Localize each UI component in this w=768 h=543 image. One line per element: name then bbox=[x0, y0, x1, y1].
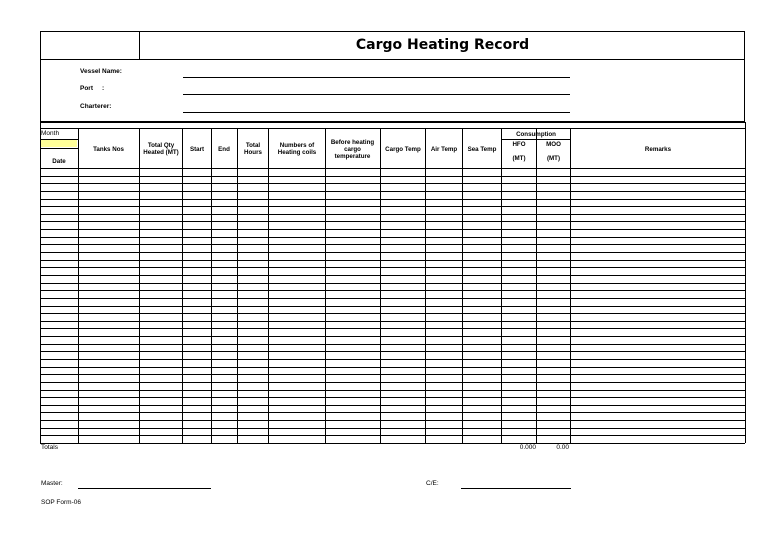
table-row bbox=[40, 359, 745, 360]
table-row bbox=[40, 397, 745, 398]
table-row bbox=[40, 351, 745, 352]
col-header-before: Before heating cargo temperature bbox=[330, 138, 375, 160]
table-row bbox=[40, 405, 745, 406]
table-row bbox=[40, 290, 745, 291]
table-row bbox=[40, 321, 745, 322]
col-header-end: End bbox=[218, 145, 230, 153]
vessel-name-label: Vessel Name: bbox=[80, 68, 122, 75]
column-line bbox=[380, 128, 381, 443]
column-line bbox=[78, 128, 79, 443]
column-line bbox=[139, 128, 140, 443]
col-header-remarks: Remarks bbox=[644, 145, 672, 153]
table-row bbox=[40, 252, 745, 253]
column-line bbox=[325, 128, 326, 443]
page-title: Cargo Heating Record bbox=[355, 37, 530, 53]
table-row bbox=[40, 191, 745, 192]
table-row bbox=[40, 428, 745, 429]
table-row bbox=[40, 412, 745, 413]
col-header-hfo-unit: (MT) bbox=[512, 154, 526, 162]
table-row bbox=[40, 313, 745, 314]
charterer-label: Charterer: bbox=[80, 103, 112, 110]
consumption-header: Consumption bbox=[516, 130, 556, 138]
col-header-cargo-temp: Cargo Temp bbox=[385, 145, 421, 153]
table-row bbox=[40, 420, 745, 421]
table-header-top bbox=[40, 128, 745, 129]
table-row bbox=[40, 390, 745, 391]
table-top-border bbox=[40, 122, 745, 123]
column-line bbox=[268, 128, 269, 443]
column-line bbox=[462, 128, 463, 443]
table-row bbox=[40, 367, 745, 368]
table-row bbox=[40, 275, 745, 276]
column-line bbox=[182, 128, 183, 443]
total-hfo-value: 0.000 bbox=[519, 444, 536, 451]
table-right-border bbox=[745, 122, 746, 443]
table-row bbox=[40, 328, 745, 329]
charterer-field[interactable] bbox=[183, 103, 570, 113]
title-divider bbox=[139, 31, 140, 60]
total-moo-value: 0.00 bbox=[556, 444, 569, 451]
col-header-qty: Total Qty Heated (MT) bbox=[143, 142, 179, 156]
table-row bbox=[40, 229, 745, 230]
port-label: Port : bbox=[80, 85, 105, 92]
column-line bbox=[536, 128, 537, 443]
table-row bbox=[40, 214, 745, 215]
table-row bbox=[40, 306, 745, 307]
table-row bbox=[40, 298, 745, 299]
col-header-start: Start bbox=[189, 145, 205, 153]
column-line bbox=[211, 128, 212, 443]
column-line bbox=[570, 128, 571, 443]
table-row bbox=[40, 199, 745, 200]
col-header-tanks: Tanks Nos bbox=[93, 145, 124, 153]
ce-signature-line[interactable] bbox=[461, 488, 571, 489]
col-header-moo-unit: (MT) bbox=[546, 154, 561, 162]
totals-label: Totals bbox=[41, 444, 58, 451]
table-row bbox=[40, 344, 745, 345]
col-header-hfo: HFO bbox=[512, 140, 526, 148]
col-header-moo: MOO bbox=[546, 140, 561, 148]
column-line bbox=[501, 128, 502, 443]
table-header-bottom bbox=[40, 168, 745, 169]
table-row bbox=[40, 183, 745, 184]
month-label: Month bbox=[41, 130, 60, 137]
table-row bbox=[40, 206, 745, 207]
port-field[interactable] bbox=[183, 85, 570, 95]
table-row bbox=[40, 237, 745, 238]
table-row bbox=[40, 283, 745, 284]
form-code: SOP Form-06 bbox=[41, 499, 81, 506]
column-line bbox=[237, 128, 238, 443]
table-row bbox=[40, 260, 745, 261]
table-row bbox=[40, 267, 745, 268]
table-left-border bbox=[40, 122, 41, 443]
master-label: Master: bbox=[41, 480, 63, 487]
table-row bbox=[40, 221, 745, 222]
table-row bbox=[40, 244, 745, 245]
col-header-hours: Total Hours bbox=[244, 142, 262, 156]
month-input-cell[interactable] bbox=[41, 140, 77, 147]
table-row bbox=[40, 382, 745, 383]
col-header-air-temp: Air Temp bbox=[430, 145, 458, 153]
table-row bbox=[40, 336, 745, 337]
date-label: Date bbox=[52, 157, 66, 165]
table-row bbox=[40, 435, 745, 436]
col-header-sea-temp: Sea Temp bbox=[467, 145, 497, 153]
table-row bbox=[40, 374, 745, 375]
month-cell-bottom bbox=[40, 148, 78, 149]
table-row bbox=[40, 176, 745, 177]
col-header-coils: Numbers of Heating coils bbox=[277, 142, 317, 156]
column-line bbox=[425, 128, 426, 443]
ce-label: C/E: bbox=[426, 480, 439, 487]
vessel-name-field[interactable] bbox=[183, 68, 570, 78]
master-signature-line[interactable] bbox=[78, 488, 211, 489]
table-row bbox=[40, 443, 745, 444]
